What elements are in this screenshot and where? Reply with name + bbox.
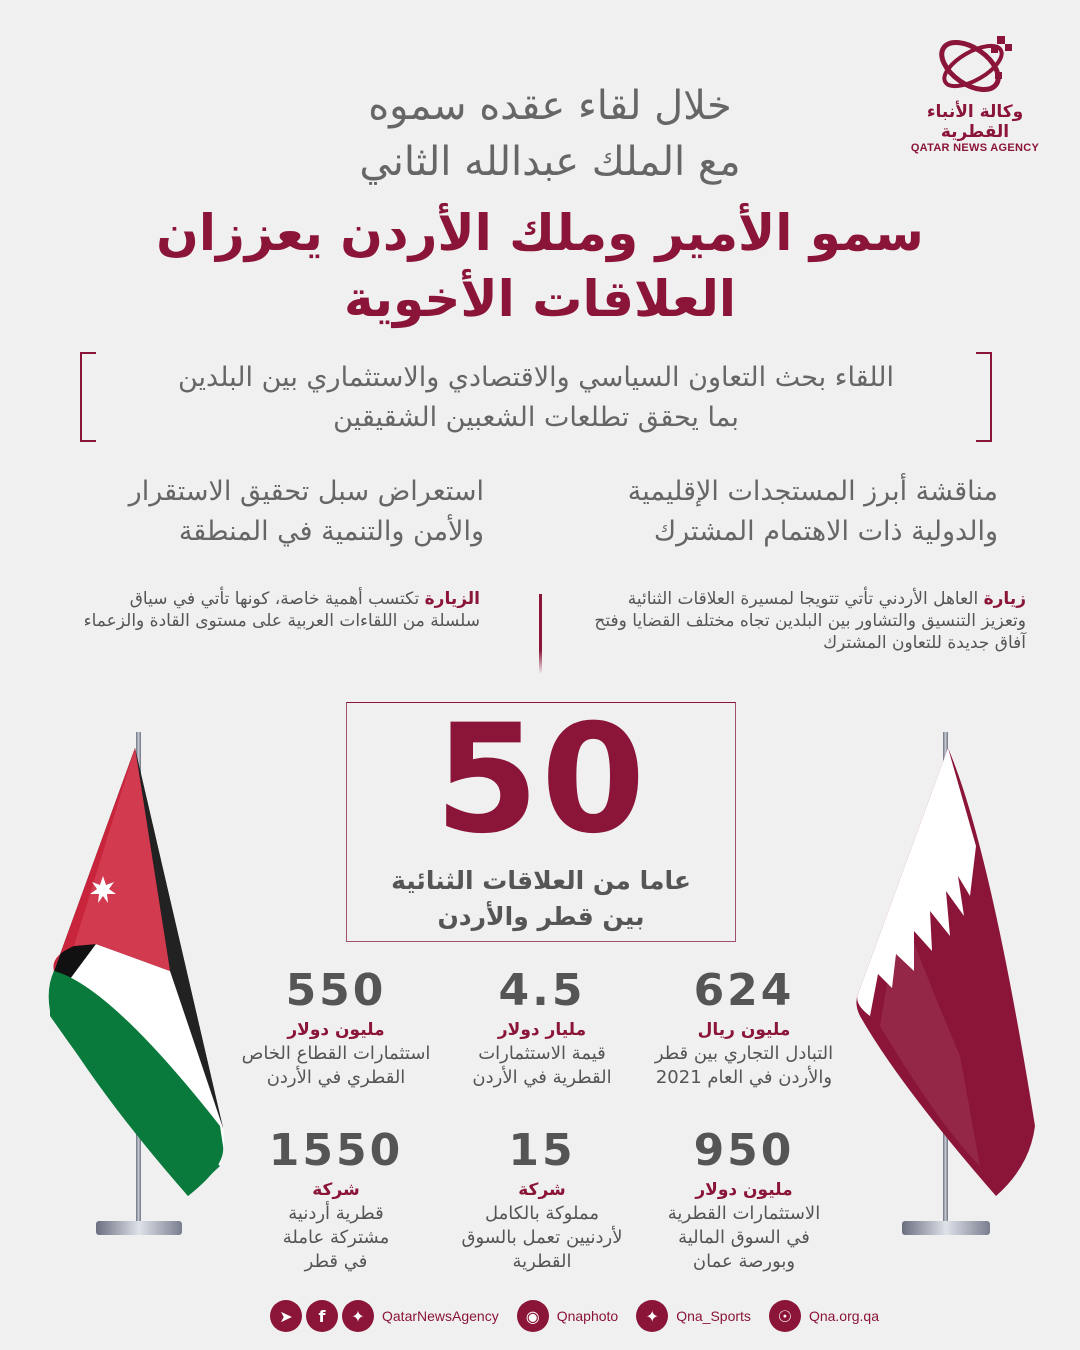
instagram-icon[interactable]: ◉ [517, 1300, 549, 1332]
globe-icon[interactable]: ☉ [769, 1300, 801, 1332]
jordan-flag-icon [40, 726, 240, 1286]
stat-desc-line: في قطر [304, 1251, 368, 1272]
logo-name-ar: وكالة الأنباء القطرية [926, 102, 1024, 142]
stat-desc-line: القطرية [512, 1251, 572, 1272]
anniversary-caption [347, 863, 735, 935]
logo-name-en: QATAR NEWS AGENCY [910, 142, 1040, 154]
bracket-left [80, 352, 96, 442]
qatar-flag-icon [840, 726, 1040, 1286]
twitter-icon[interactable]: ✦ [342, 1300, 374, 1332]
stat-number: 624 [693, 965, 795, 1016]
point-stability [80, 472, 484, 552]
stat-number: 15 [508, 1125, 576, 1176]
point-regional-developments [560, 472, 998, 552]
footer-social [270, 1296, 897, 1336]
qna-logo-icon [925, 30, 1025, 100]
subheading-line-1: خلال لقاء عقده سموه [368, 83, 732, 129]
stat-desc-line: مشتركة عاملة [282, 1227, 390, 1248]
stat-desc-line: لأردنيين تعمل بالسوق [461, 1227, 623, 1248]
stat-number: 4.5 [498, 965, 586, 1016]
summary-box [80, 352, 992, 442]
summary-line-2: بما يحقق تطلعات الشعبين الشقيقين [333, 402, 739, 433]
stat-desc-line: التبادل التجاري بين قطر [654, 1043, 834, 1064]
stat-unit: مليون ريال [697, 1020, 791, 1040]
vertical-divider [539, 594, 542, 674]
stat-desc-line: الاستثمارات القطرية [667, 1203, 821, 1224]
note-visit-right [590, 588, 1026, 654]
qatar-flag [840, 726, 1040, 1286]
note-left-text: تكتسب أهمية خاصة، كونها تأتي في سياق سلسلة من اللقاءات العربية على مستوى القادة والزعماء [83, 589, 480, 631]
stat-number: 550 [285, 965, 387, 1016]
social-handle-main[interactable]: QatarNewsAgency [382, 1308, 499, 1324]
telegram-icon[interactable]: ➤ [270, 1300, 302, 1332]
bracket-right [976, 352, 992, 442]
stat-unit: مليون دولار [695, 1180, 793, 1200]
stat-unit: شركة [312, 1180, 360, 1200]
stat-unit: مليار دولار [497, 1020, 587, 1040]
stat-desc-line: القطري في الأردن [266, 1067, 406, 1088]
headline [140, 200, 940, 332]
subheading [180, 78, 920, 190]
instagram-handle[interactable]: Qnaphoto [556, 1308, 619, 1324]
stat-private-sector [226, 966, 446, 1090]
point-right-line-1: مناقشة أبرز المستجدات الإقليمية [627, 476, 998, 507]
jordan-flag [40, 726, 240, 1286]
twitter-sports-icon[interactable]: ✦ [636, 1300, 668, 1332]
stat-desc-line: قطرية أردنية [288, 1203, 384, 1224]
stat-desc-line: وبورصة عمان [692, 1251, 796, 1272]
stat-financial-market [634, 1126, 854, 1274]
stat-joint-companies [226, 1126, 446, 1274]
facebook-icon[interactable]: f [306, 1300, 338, 1332]
website-link[interactable]: Qna.org.qa [808, 1308, 879, 1324]
anniversary-number: 50 [434, 693, 648, 867]
note-right-highlight: زيارة [983, 589, 1026, 609]
subheading-line-2: مع الملك عبدالله الثاني [359, 139, 741, 185]
stat-desc-line: استثمارات القطاع الخاص [241, 1043, 431, 1064]
stat-jordanian-companies [432, 1126, 652, 1274]
stat-number: 1550 [268, 1125, 404, 1176]
note-left-highlight: الزيارة [424, 589, 480, 609]
stat-number: 950 [693, 1125, 795, 1176]
anniversary-caption-line-1: عاما من العلاقات الثنائية [391, 866, 691, 895]
twitter-sports-handle[interactable]: Qna_Sports [676, 1308, 751, 1324]
anniversary-box [346, 693, 736, 942]
point-left-line-2: والأمن والتنمية في المنطقة [178, 516, 484, 547]
headline-line-1: سمو الأمير وملك الأردن يعززان [156, 204, 924, 262]
stat-desc-line: قيمة الاستثمارات [478, 1043, 606, 1064]
stat-desc-line: في السوق المالية [678, 1227, 810, 1248]
point-right-line-2: والدولية ذات الاهتمام المشترك [653, 516, 998, 547]
stat-desc-line: القطرية في الأردن [472, 1067, 612, 1088]
stat-unit: شركة [518, 1180, 566, 1200]
headline-line-2: العلاقات الأخوية [343, 270, 737, 328]
note-right-text: العاهل الأردني تأتي تتويجا لمسيرة العلاقات الثنائية وتعزيز التنسيق والتشاور بين البلدين تجاه مختلف القضايا وفتح آفاق جديدة للتعاون المشترك [594, 589, 1026, 653]
stat-qatari-investments [432, 966, 652, 1090]
stat-desc-line: والأردن في العام 2021 [655, 1067, 833, 1088]
anniversary-caption-line-2: بين قطر والأردن [437, 902, 645, 931]
stat-unit: مليون دولار [287, 1020, 385, 1040]
stat-trade-exchange [634, 966, 854, 1090]
summary-line-1: اللقاء بحث التعاون السياسي والاقتصادي والاستثماري بين البلدين [177, 362, 894, 393]
point-left-line-1: استعراض سبل تحقيق الاستقرار [128, 476, 484, 507]
stat-desc-line: مملوكة بالكامل [485, 1203, 599, 1224]
note-visit-left [80, 588, 480, 632]
